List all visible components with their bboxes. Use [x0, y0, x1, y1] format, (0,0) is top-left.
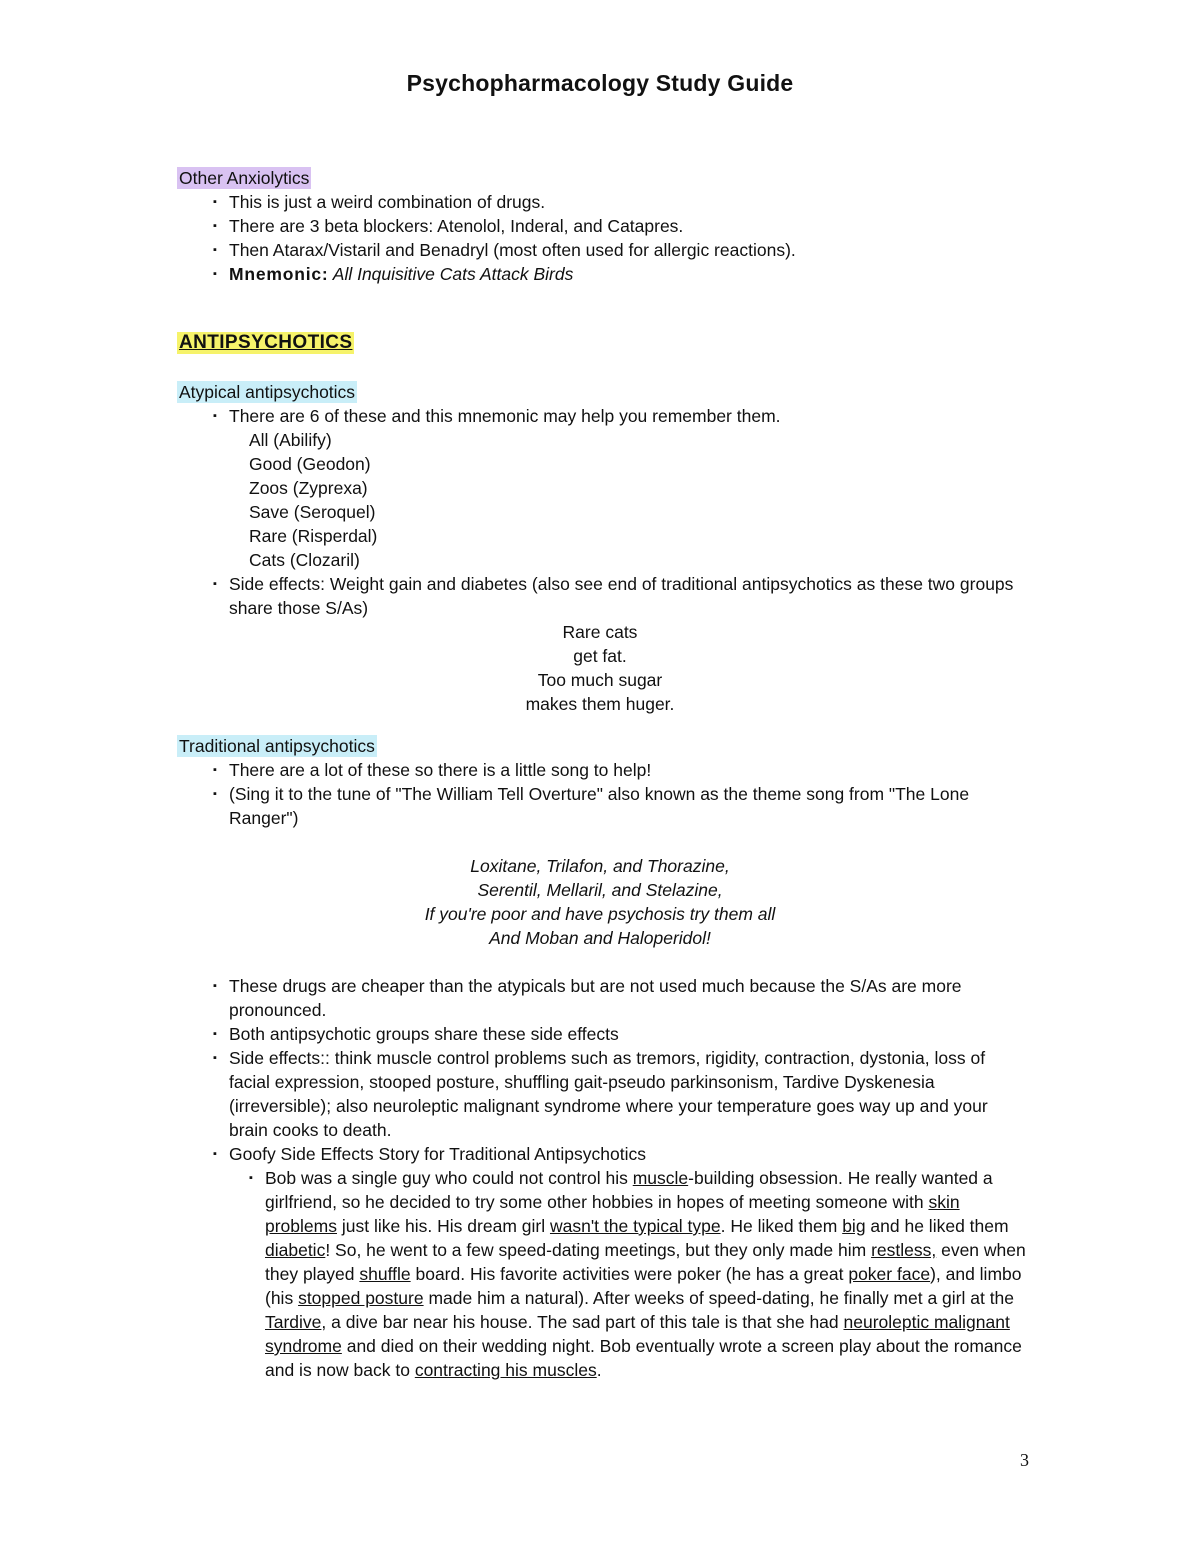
atypical-mnemonic-list [249, 428, 1027, 572]
mnemonic-text: All Inquisitive Cats Attack Birds [328, 264, 574, 284]
story-keyword: wasn't the typical type [549, 1216, 721, 1236]
story-keyword: skin problems [265, 1192, 960, 1236]
song-line: And Moban and Haloperidol! [489, 928, 711, 948]
mnemonic-item [229, 262, 1027, 286]
page-number: 3 [1020, 1450, 1029, 1470]
story-text: even when they played [265, 1240, 1026, 1284]
list-item: ▪ Then Atarax/Vistaril and Benadryl (most often used for allergic reactions). [229, 238, 1027, 262]
other-anxiolytics-list [229, 190, 1027, 286]
story-text: made him a natural). After weeks of speed-dating, he finally met a girl at the [423, 1288, 1015, 1308]
atypical-section [177, 380, 1027, 716]
antipsychotics-heading: ANTIPSYCHOTICS [179, 332, 353, 353]
list-item: ▪ Side effects: Weight gain and diabetes (also see end of traditional antipsychotics as these two groups share those S/As) [229, 572, 1027, 620]
mnemonic-label: Mnemonic: [229, 264, 329, 284]
story-text: . [596, 1360, 602, 1380]
page-title: Psychopharmacology Study Guide [406, 70, 794, 96]
story-paragraph [265, 1166, 1027, 1382]
story-text: and he liked them [865, 1216, 1009, 1236]
antipsychotics-section-heading [177, 330, 1027, 354]
list-item [229, 1142, 1027, 1382]
traditional-section [177, 734, 1027, 1382]
story-text: and died on their wedding night. Bob eventually wrote a screen play about the romance and is now back to [265, 1336, 1022, 1380]
song [0, 854, 1200, 950]
story-text: ! So, he went to a few speed-dating meetings, but they only made him [325, 1240, 872, 1260]
story-text: , a dive bar near his house. The sad part of this tale is that she had [321, 1312, 844, 1332]
list-item: ▪ There are a lot of these so there is a little song to help! [229, 758, 1027, 782]
mnemonic-line: Save (Seroquel) [249, 502, 376, 522]
mnemonic-line: Good (Geodon) [249, 454, 371, 474]
list-item: ▪ Both antipsychotic groups share these side effects [229, 1022, 1027, 1046]
story-keyword: diabetic [265, 1240, 326, 1260]
story-keyword: contracting his muscles [414, 1360, 597, 1380]
atypical-list [229, 404, 1027, 428]
story-heading: Goofy Side Effects Story for Traditional Antipsychotics [229, 1144, 646, 1164]
story-keyword: poker face [848, 1264, 931, 1284]
atypical-side-effects-list [229, 572, 1027, 620]
story-keyword: big [842, 1216, 866, 1236]
rhyme-line: Rare cats [562, 622, 638, 642]
mnemonic-line: Zoos (Zyprexa) [249, 478, 368, 498]
story-keyword: restless, [871, 1240, 937, 1260]
story-keyword: stopped posture [298, 1288, 424, 1308]
list-item: ▪ There are 3 beta blockers: Atenolol, Inderal, and Catapres. [229, 214, 1027, 238]
list-item: ▪ (Sing it to the tune of "The William Tell Overture" also known as the theme song from "The Lone Ranger") [229, 782, 1027, 830]
song-line: Serentil, Mellaril, and Stelazine, [477, 880, 723, 900]
story-text: just like his. His dream girl [336, 1216, 550, 1236]
list-item: ▪ Side effects:: think muscle control problems such as tremors, rigidity, contraction, dystonia, loss of facial expression, stooped posture, shuffling gait-pseudo parkinsonism, Tardive Dyskenesia (irreversible); also neuroleptic malignant syndrome where your temperature goes way up and your brain cooks to death. [229, 1046, 1027, 1142]
story-keyword: neuroleptic malignant syndrome [265, 1312, 1010, 1356]
list-item: ▪ These drugs are cheaper than the atypicals but are not used much because the S/As are more pronounced. [229, 974, 1027, 1022]
story-list [265, 1166, 1027, 1382]
other-anxiolytics-section [177, 166, 1027, 286]
list-item: ▪ This is just a weird combination of drugs. [229, 190, 1027, 214]
story-text: Bob was a single guy who could not control his [265, 1168, 633, 1188]
story-keyword: Tardive [265, 1312, 322, 1332]
story-text: ), and limbo (his [265, 1264, 1022, 1308]
traditional-list-a [229, 758, 1027, 830]
atypical-heading: Atypical antipsychotics [179, 382, 356, 402]
mnemonic-line: Rare (Risperdal) [249, 526, 378, 546]
song-line: Loxitane, Trilafon, and Thorazine, [470, 856, 730, 876]
mnemonic-line: All (Abilify) [249, 430, 332, 450]
story-text: board. His favorite activities were poker (he has a great [410, 1264, 849, 1284]
list-item: ▪ There are 6 of these and this mnemonic may help you remember them. [229, 404, 1027, 428]
story-keyword: muscle [632, 1168, 689, 1188]
story-keyword: shuffle [359, 1264, 411, 1284]
story-text: -building obsession. He really wanted a girlfriend, so he decided to try some other hobbies in hopes of meeting someone with [265, 1168, 993, 1212]
song-line: If you're poor and have psychosis try them all [424, 904, 776, 924]
rhyme-line: makes them huger. [525, 694, 675, 714]
mnemonic-line: Cats (Clozaril) [249, 550, 360, 570]
rhyme [0, 620, 1200, 716]
traditional-heading: Traditional antipsychotics [179, 736, 375, 756]
rhyme-line: get fat. [573, 646, 627, 666]
traditional-list-b [229, 974, 1027, 1382]
other-anxiolytics-heading: Other Anxiolytics [179, 168, 310, 188]
rhyme-line: Too much sugar [537, 670, 663, 690]
story-text: . He liked them [720, 1216, 843, 1236]
